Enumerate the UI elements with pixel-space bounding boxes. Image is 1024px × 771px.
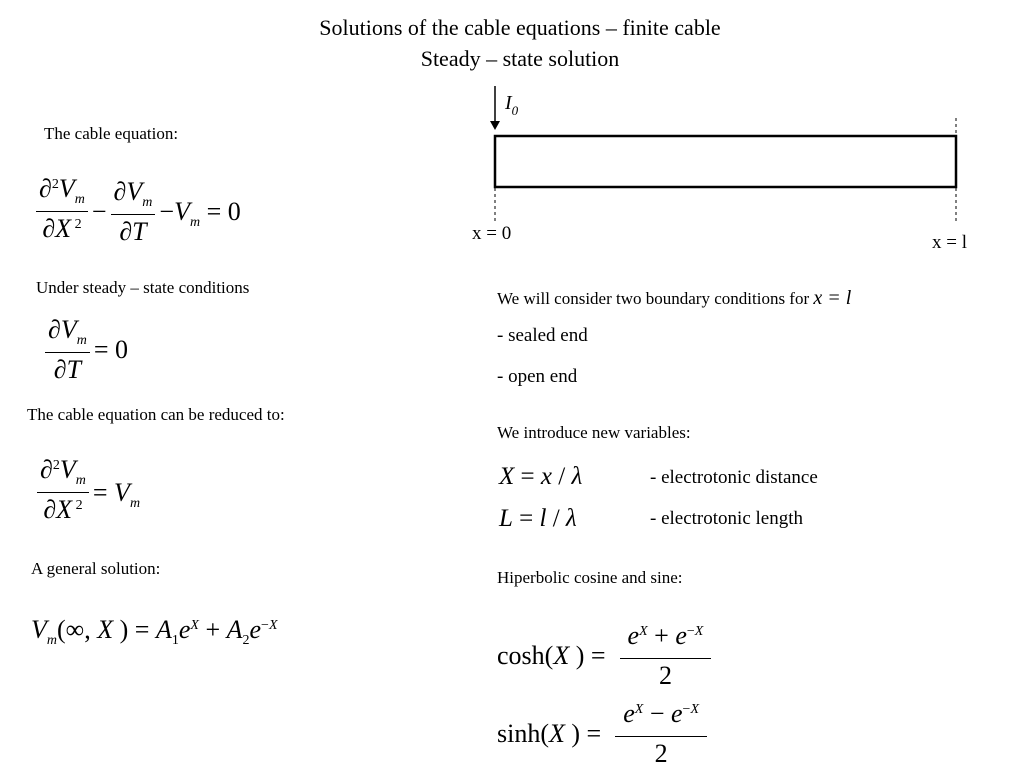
x-zero-label: x = 0 <box>472 223 512 244</box>
cable-equation: $\frac{\partial^2V_m}{\partial X ^2}$ − $\frac{\partial V_m}{\partial T}$ $-V_m = 0$ <box>36 172 245 251</box>
cable-diagram <box>460 80 1000 260</box>
sealed-end-item: - sealed end <box>497 325 588 346</box>
new-variables-label: We introduce new variables: <box>497 423 691 442</box>
x-length-label: x = l <box>932 232 967 253</box>
steady-state-equation: $\frac{\partial V_m}{\partial T}$ = 0 <box>45 313 132 387</box>
steady-state-label: Under steady – state conditions <box>36 278 250 297</box>
general-solution-label: A general solution: <box>31 559 161 578</box>
slide-title: Solutions of the cable equations – finite cable <box>319 15 721 40</box>
boundary-conditions-intro: We will consider two boundary conditions for x = l <box>497 287 852 309</box>
cable-equation-label: The cable equation: <box>44 124 179 143</box>
l-definition-equation: L = l / λ <box>499 505 577 532</box>
sinh-equation: sinh(X ) = $\frac{e^X - e^{-X}}{2}$ <box>497 697 707 771</box>
x-definition-equation: X = x / λ <box>499 463 583 490</box>
electrotonic-length-label: - electrotonic length <box>650 508 803 529</box>
electrotonic-distance-label: - electrotonic distance <box>650 467 818 488</box>
arrow-head <box>490 121 500 130</box>
slide-subtitle: Steady – state solution <box>420 46 620 71</box>
general-solution-equation: $V_m(\infty$, X ) = $A_1e^X + A_2e^{-X}$ <box>31 615 278 648</box>
reduced-label: The cable equation can be reduced to: <box>27 405 285 424</box>
current-label: $I_0$ <box>505 92 519 118</box>
cable-rectangle <box>495 136 956 187</box>
open-end-item: - open end <box>497 366 578 387</box>
reduced-equation: $\frac{\partial^2V_m}{\partial X ^2}$ = $V_m$ <box>37 453 144 532</box>
cosh-equation: cosh(X ) = $\frac{e^X + e^{-X}}{2}$ <box>497 619 711 693</box>
hyperbolic-label: Hiperbolic cosine and sine: <box>497 568 683 587</box>
